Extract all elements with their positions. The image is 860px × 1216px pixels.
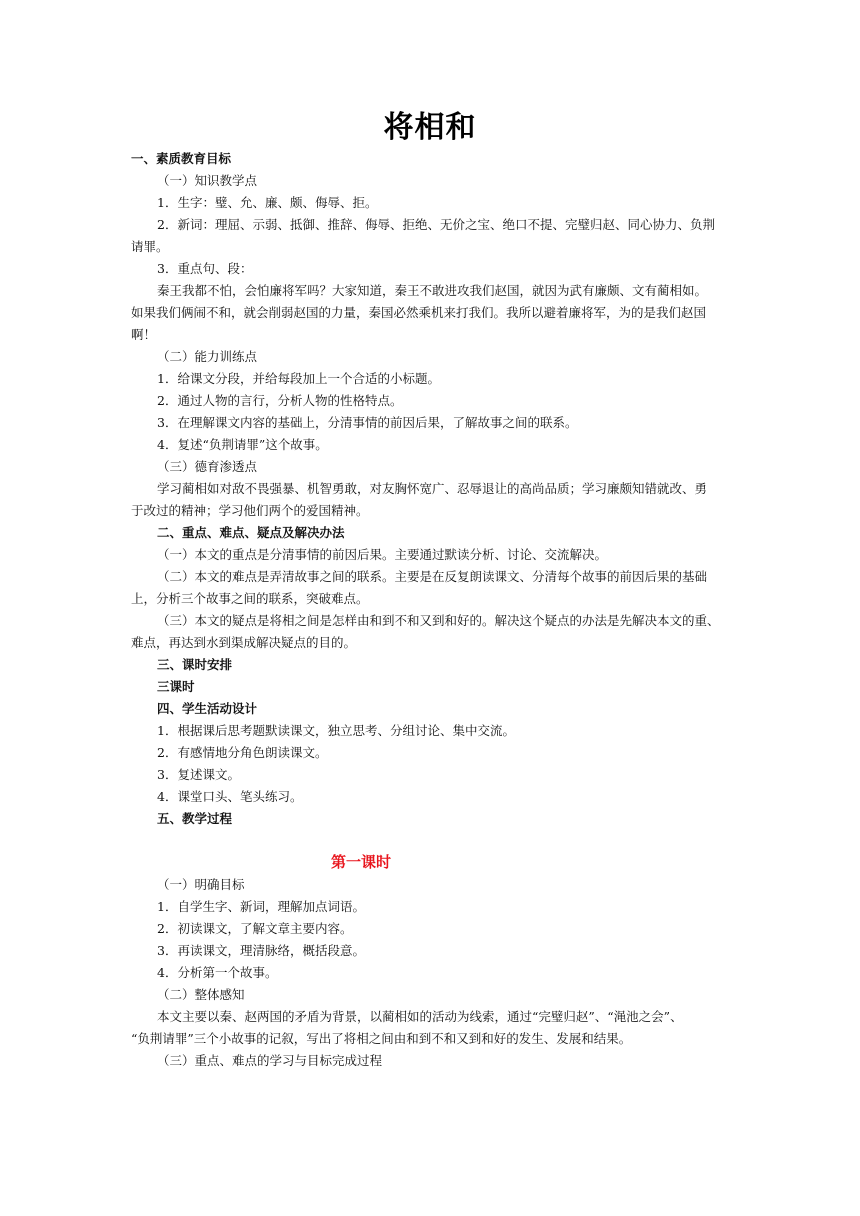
paragraph-line: 1．根据课后思考题默读课文，独立思考、分组讨论、集中交流。 [157, 723, 515, 738]
paragraph-line: 于改过的精神；学习他们两个的爱国精神。 [131, 503, 369, 518]
paragraph-line: 本文主要以秦、赵两国的矛盾为背景，以蔺相如的活动为线索，通过“完璧归赵”、“渑池之会”、 [157, 1009, 683, 1024]
paragraph-line: 2．新词：理屈、示弱、抵御、推辞、侮辱、拒绝、无价之宝、绝口不提、完璧归赵、同心协力、负荆 [157, 217, 715, 232]
paragraph-line: 请罪。 [131, 239, 169, 254]
paragraph-line: （二）能力训练点 [157, 349, 258, 364]
paragraph-line: 上，分析三个故事之间的联系，突破难点。 [131, 591, 369, 606]
document-title: 将相和 [383, 110, 477, 145]
paragraph-line: “负荆请罪”三个小故事的记叙，写出了将相之间由和到不和又到和好的发生、发展和结果。 [131, 1031, 632, 1046]
section-heading: 五、教学过程 [157, 811, 233, 826]
paragraph-line: （三）德育渗透点 [157, 459, 258, 474]
paragraph-line: 4．课堂口头、笔头练习。 [157, 789, 303, 804]
section-heading: 四、学生活动设计 [157, 701, 258, 716]
paragraph-line: 秦王我都不怕，会怕廉将军吗？大家知道，秦王不敢进攻我们赵国，就因为武有廉颇、文有蔺相如。 [157, 283, 708, 298]
paragraph-line: 难点，再达到水到渠成解决疑点的目的。 [131, 635, 357, 650]
paragraph-line: 2．有感情地分角色朗读课文。 [157, 745, 328, 760]
paragraph-line: 4．复述“负荆请罪”这个故事。 [157, 437, 328, 452]
paragraph-line: 3．重点句、段： [157, 261, 253, 276]
paragraph-line: 2．通过人物的言行，分析人物的性格特点。 [157, 393, 403, 408]
paragraph-line: 学习蔺相如对敌不畏强暴、机智勇敢，对友胸怀宽广、忍辱退让的高尚品质；学习廉颇知错就改、勇 [157, 481, 708, 496]
paragraph-line: 3．复述课文。 [157, 767, 240, 782]
paragraph-line: 2．初读课文，了解文章主要内容。 [157, 921, 353, 936]
section-heading: 三课时 [157, 679, 195, 694]
paragraph-line: （一）明确目标 [157, 877, 245, 892]
section-heading: 一、素质教育目标 [131, 151, 232, 166]
section-heading: 三、课时安排 [157, 657, 233, 672]
paragraph-line: （二）本文的难点是弄清故事之间的联系。主要是在反复朗读课文、分清每个故事的前因后果的基础 [157, 569, 708, 584]
paragraph-line: （三）本文的疑点是将相之间是怎样由和到不和又到和好的。解决这个疑点的办法是先解决本文的重、 [157, 613, 720, 628]
paragraph-line: （二）整体感知 [157, 987, 245, 1002]
paragraph-line: 3．在理解课文内容的基础上，分清事情的前因后果，了解故事之间的联系。 [157, 415, 578, 430]
lesson-section-title: 第一课时 [330, 853, 391, 871]
paragraph-line: 1．给课文分段，并给每段加上一个合适的小标题。 [157, 371, 440, 386]
paragraph-line: 4．分析第一个故事。 [157, 965, 278, 980]
paragraph-line: 如果我们俩闹不和，就会削弱赵国的力量，秦国必然乘机来打我们。我所以避着廉将军，为的是我们赵国 [131, 305, 707, 320]
section-heading: 二、重点、难点、疑点及解决办法 [157, 525, 345, 540]
paragraph-line: （一）本文的重点是分清事情的前因后果。主要通过默读分析、讨论、交流解决。 [157, 547, 608, 562]
paragraph-line: （一）知识教学点 [157, 173, 258, 188]
section-spacer [131, 830, 731, 850]
paragraph-line: （三）重点、难点的学习与目标完成过程 [157, 1053, 383, 1068]
paragraph-line: 3．再读课文，理清脉络，概括段意。 [157, 943, 365, 958]
paragraph-line: 啊！ [131, 327, 157, 342]
paragraph-line: 1．自学生字、新词，理解加点词语。 [157, 899, 365, 914]
document-body [131, 148, 731, 1072]
paragraph-line: 1．生字：璧、允、廉、颇、侮辱、拒。 [157, 195, 378, 210]
